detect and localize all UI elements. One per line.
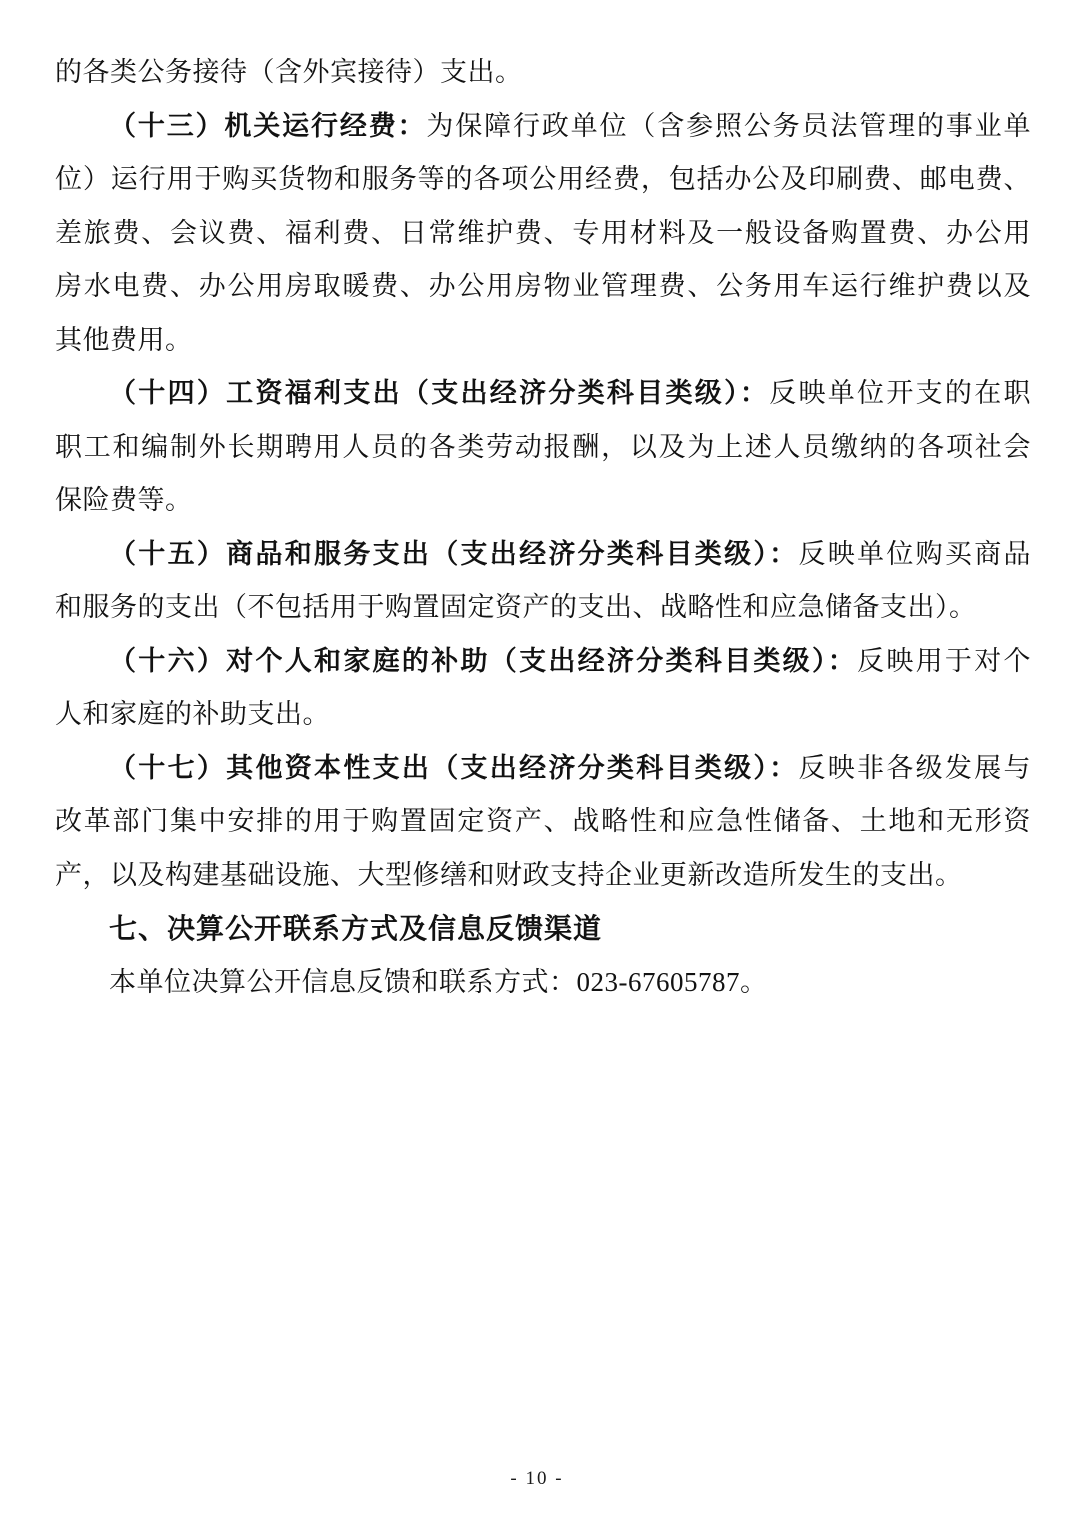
text-line [55,581,1031,635]
text-segment: 职工和编制外长期聘用人员的各类劳动报酬，以及为上述人员缴纳的各项社会 [55,431,1031,462]
text-line [55,153,1031,207]
text-segment: 反映非各级发展与 [798,752,1031,783]
term-emphasis: （十三）机关运行经费： [109,110,427,141]
text-line [55,688,1031,742]
text-segment: 本单位决算公开信息反馈和联系方式： [109,966,577,997]
term-emphasis: （十四）工资福利支出（支出经济分类科目类级）： [109,378,770,408]
term-emphasis: （十六）对个人和家庭的补助（支出经济分类科目类级）： [109,645,858,676]
term-emphasis: （十七）其他资本性支出（支出经济分类科目类级）： [109,752,799,783]
text-line [55,207,1031,261]
text-line [55,46,1031,100]
text-segment: 和服务的支出（不包括用于购置固定资产的支出、战略性和应急储备支出）。 [55,592,977,622]
text-segment: 为保障行政单位（含参照公务员法管理的事业单 [426,110,1031,141]
text-segment: 位）运行用于购买货物和服务等的各项公用经费，包括办公及印刷费、邮电费、 [55,164,1031,194]
text-line [55,956,1031,1010]
text-segment: 反映用于对个 [857,645,1031,676]
text-segment: 的各类公务接待（含外宾接待）支出。 [55,57,523,87]
text-segment: 人和家庭的补助支出。 [55,699,330,729]
text-line [55,367,1031,421]
term-emphasis: 七、决算公开联系方式及信息反馈渠道 [109,913,603,944]
text-line [55,528,1031,582]
text-segment: 保险费等。 [55,485,193,515]
text-segment: 改革部门集中安排的用于购置固定资产、战略性和应急性储备、土地和无形资 [55,806,1031,836]
document-body [55,46,1031,1009]
text-line [55,474,1031,528]
text-line [55,100,1031,154]
term-emphasis: （十五）商品和服务支出（支出经济分类科目类级）： [109,538,799,569]
text-segment: 差旅费、会议费、福利费、日常维护费、专用材料及一般设备购置费、办公用 [55,217,1031,248]
text-segment: 反映单位购买商品 [798,538,1031,569]
contact-phone: 023-67605787 [576,966,740,997]
text-segment: 。 [740,966,768,997]
text-line [55,742,1031,796]
text-line [55,421,1031,475]
text-segment: 产，以及构建基础设施、大型修缮和财政支持企业更新改造所发生的支出。 [55,859,963,890]
text-segment: 反映单位开支的在职 [769,378,1031,408]
text-segment: 房水电费、办公用房取暖费、办公用房物业管理费、公务用车运行维护费以及 [55,271,1031,301]
text-line [55,314,1031,368]
text-segment: 其他费用。 [55,324,193,355]
text-line [55,260,1031,314]
section-heading [55,902,1031,956]
text-line [55,849,1031,903]
page-number: - 10 - [510,1468,564,1489]
text-line [55,635,1031,689]
text-line [55,795,1031,849]
